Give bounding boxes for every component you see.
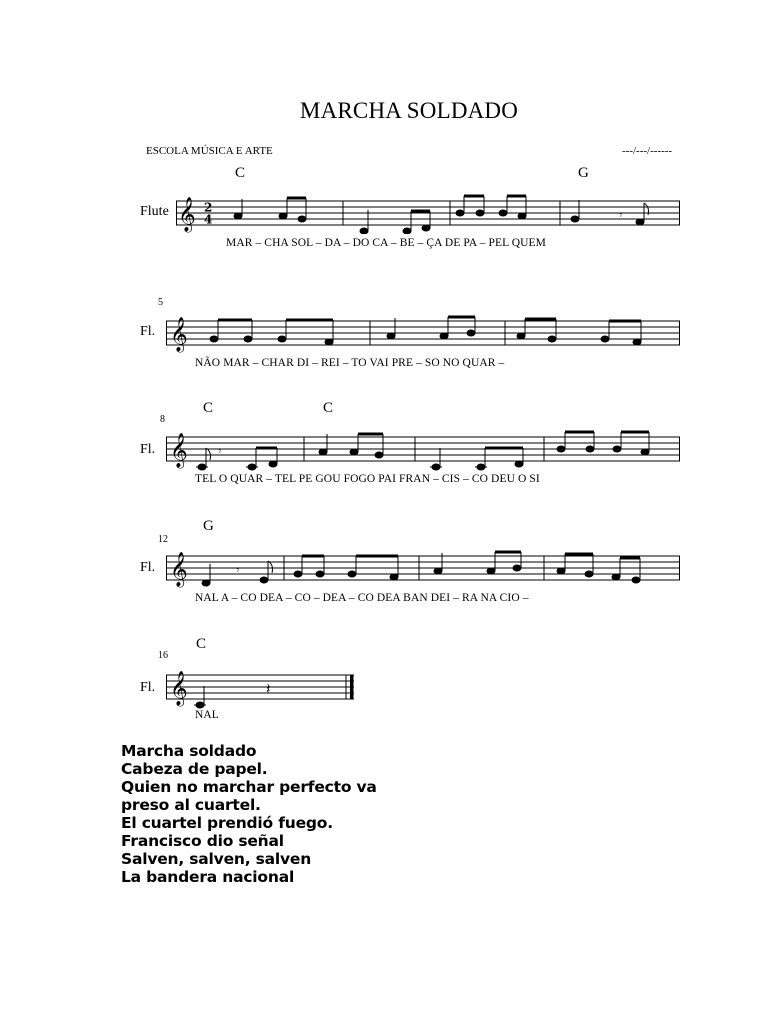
svg-text:4: 4 xyxy=(204,212,213,227)
chord-symbol: C xyxy=(235,165,246,181)
score-title: MARCHA SOLDADO xyxy=(299,98,519,123)
school-name: ESCOLA MÚSICA E ARTE xyxy=(146,145,273,157)
treble-clef-icon: 𝄞 xyxy=(178,197,196,232)
chord-symbol: C xyxy=(196,636,207,652)
lyrics-line: NÃO MAR – CHAR DI – REI – TO VAI PRE – SO NO QUAR – xyxy=(195,357,505,369)
eighth-rest-icon: 𝄾 xyxy=(236,563,240,578)
eighth-rest-icon: 𝄾 xyxy=(619,208,623,223)
measure-number: 8 xyxy=(160,414,165,425)
quarter-rest-icon: 𝄽 xyxy=(266,680,271,698)
poem-line: Quien no marchar perfecto va xyxy=(121,778,377,796)
notes-system-3 xyxy=(196,432,649,470)
notes-system-4 xyxy=(202,552,640,586)
lyrics-line: MAR – CHA SOL – DA – DO CA – BE – ÇA DE PA – PEL QUEM xyxy=(226,237,546,249)
treble-clef-icon: 𝄞 xyxy=(170,433,188,468)
instrument-label: Fl. xyxy=(140,680,156,695)
treble-clef-icon: 𝄞 xyxy=(170,317,188,352)
treble-clef-icon: 𝄞 xyxy=(170,671,188,706)
instrument-label: Fl. xyxy=(140,560,156,575)
instrument-label: Flute xyxy=(140,204,169,219)
staff-system-5 xyxy=(166,668,356,710)
measure-number: 12 xyxy=(158,534,168,545)
staff-system-1 xyxy=(176,194,682,234)
date-field: ---/---/------ xyxy=(622,145,673,157)
poem-line: El cuartel prendió fuego. xyxy=(121,814,333,832)
poem-line: Salven, salven, salven xyxy=(121,850,312,868)
instrument-label: Fl. xyxy=(140,324,156,339)
treble-clef-icon: 𝄞 xyxy=(170,552,188,587)
staff-system-2 xyxy=(166,314,682,354)
instrument-label: Fl. xyxy=(140,442,156,457)
lyrics-line: TEL O QUAR – TEL PE GOU FOGO PAI FRAN – CIS – CO DEU O SI xyxy=(195,473,540,485)
staff-system-3 xyxy=(166,430,682,474)
staff-system-4 xyxy=(166,549,682,589)
poem-line: Francisco dio señal xyxy=(121,832,284,850)
chord-symbol: C xyxy=(203,400,214,416)
chord-symbol: G xyxy=(578,165,589,181)
measure-number: 5 xyxy=(158,297,163,308)
notes-system-5 xyxy=(194,686,206,708)
notes-system-1 xyxy=(234,196,649,234)
poem-line: La bandera nacional xyxy=(121,868,295,886)
lyrics-line: NAL xyxy=(195,709,219,721)
poem-line: preso al cuartel. xyxy=(121,796,261,814)
eighth-rest-icon: 𝄾 xyxy=(218,444,222,459)
poem-text xyxy=(121,742,377,886)
chord-symbol: C xyxy=(323,400,334,416)
measure-number: 16 xyxy=(158,650,168,661)
svg-text:2: 2 xyxy=(204,200,213,215)
final-barline xyxy=(350,675,354,699)
poem-line: Marcha soldado xyxy=(121,742,257,760)
chord-symbol: G xyxy=(203,518,214,534)
lyrics-line: NAL A – CO DEA – CO – DEA – CO DEA BAN DEI – RA NA CIO – xyxy=(195,592,529,604)
poem-line: Cabeza de papel. xyxy=(121,760,268,778)
